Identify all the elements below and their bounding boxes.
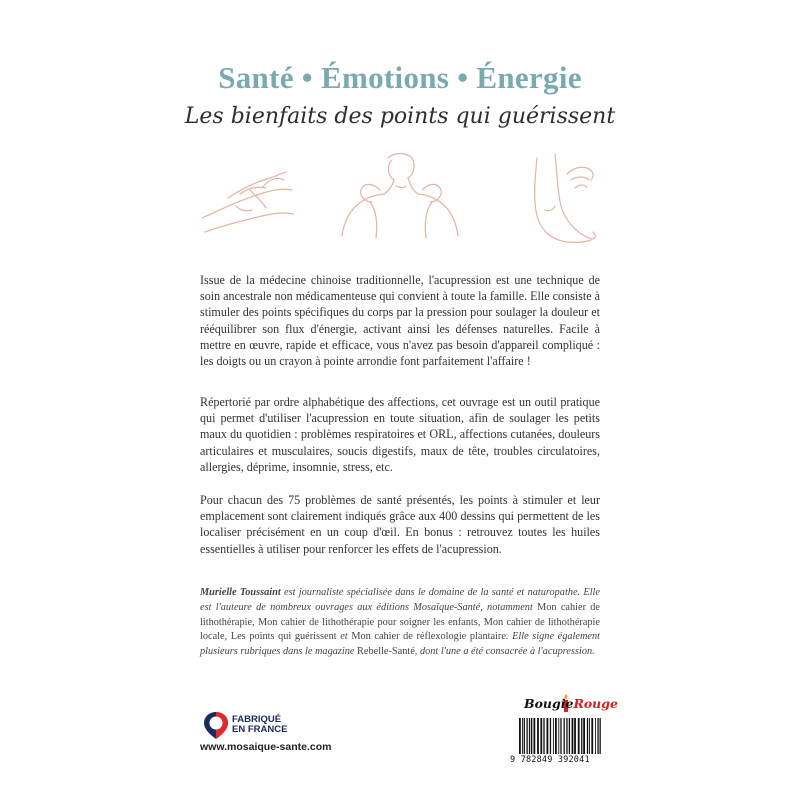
barcode-bar <box>589 718 590 754</box>
barcode-bar <box>595 718 596 754</box>
book-title: Mon cahier de lithothérapie locale <box>200 616 600 643</box>
barcode-bar <box>587 718 588 754</box>
author-name: Murielle Toussaint <box>200 587 281 598</box>
barcode-bar <box>574 718 576 754</box>
barcode-bar <box>526 718 527 754</box>
fabrique-en-france-badge <box>202 710 322 740</box>
barcode-bar <box>555 718 557 754</box>
book-title: Mon cahier de lithothérapie <box>200 601 600 628</box>
barcode-bar <box>531 718 532 754</box>
isbn-barcode <box>510 718 602 766</box>
fabrique-en-france-label: FABRIQUÉ EN FRANCE <box>232 714 288 735</box>
magazine-title: Rebelle-Santé <box>357 646 415 658</box>
cover-subtitle: Les bienfaits des points qui guérissent <box>184 104 616 129</box>
fabrique-en-france-icon <box>202 710 230 740</box>
barcode-bar <box>564 718 565 754</box>
description-paragraph-3: Pour chacun des 75 problèmes de santé présentés, les points à stimuler et leur emplacement sont clairement indiqués grâce aux 400 dessins qui permettent de les localiser précisément en un coup d'œil. En bonus : retrouvez toutes les huiles essentielles à utiliser pour renforcer les effets de l'acupression. <box>200 493 600 556</box>
barcode-bar <box>591 718 593 754</box>
barcode-bar <box>522 718 523 754</box>
isbn-number: 9 782849 392041 <box>510 755 590 765</box>
barcode-bar <box>583 718 585 754</box>
barcode-bar <box>529 718 530 754</box>
barcode <box>518 718 602 754</box>
barcode-bar <box>560 718 561 754</box>
neck-massage-illustration <box>336 150 464 245</box>
foot-massage-illustration <box>515 150 600 245</box>
barcode-bar <box>524 718 525 754</box>
book-title: Les points qui guérissent <box>230 631 337 643</box>
barcode-bar <box>537 718 539 754</box>
cover-title: Santé • Émotions • Énergie <box>218 60 582 95</box>
description-paragraph-1: Issue de la médecine chinoise traditionnelle, l'acupression est une technique de soin ancestrale non médicamenteuse qui convient à toute la famille. Elle consiste à stimuler des points spécifiques du corps par la pression pour soulager la douleur et rééquilibrer son flux d'énergie, activant ainsi les défenses naturelles. Facile à mettre en œuvre, rapide et efficace, vous n'avez pas besoin d'appareil compliqué : les doigts ou un crayon à pointe arrondie font parfaitement l'affaire ! <box>200 273 600 369</box>
barcode-bar <box>572 718 574 754</box>
barcode-bar <box>519 718 521 754</box>
barcode-bar <box>533 718 535 754</box>
barcode-bar <box>547 718 549 754</box>
barcode-bar <box>553 718 554 754</box>
barcode-bar <box>540 718 542 754</box>
author-bio: Murielle Toussaint est journaliste spécialisée dans le domaine de la santé et naturopathe. Elle est l'auteure de nombreux ouvrages aux éditions Mosaïque-Santé, notamment Mon cahier de lithothérapie, Mon cahier de lithothérapie pour soigner les enfants, Mon cahier de lithothérapie locale, Les points qui guérissent et Mon cahier de réflexologie plantaire. Elle signe également plusieurs rubriques dans le magazine Rebelle-Santé, dont l'une a été consacrée à l'acupression. <box>200 587 600 658</box>
bougie-rouge-logo: BougieRouge <box>518 692 600 720</box>
description-paragraph-2: Répertorié par ordre alphabétique des affections, cet ouvrage est un outil pratique qui permet d'utiliser l'acupression en toute situation, afin de soulager les petits maux du quotidien : problèmes respiratoires et ORL, affections cutanées, douleurs articulaires et musculaires, soucis digestifs, maux de tête, troubles circulatoires, allergies, déprime, insomnie, stress, etc. <box>200 395 600 474</box>
barcode-bar <box>569 718 570 754</box>
hand-massage-illustration <box>200 150 295 240</box>
barcode-bar <box>558 718 559 754</box>
barcode-bar <box>600 718 601 754</box>
barcode-bar <box>566 718 567 754</box>
barcode-bar <box>581 718 582 754</box>
book-title: Mon cahier de lithothérapie pour soigner les enfants <box>257 616 478 628</box>
book-title: Mon cahier de réflexologie plantaire <box>351 631 506 643</box>
publisher-website[interactable]: www.mosaique-sante.com <box>200 741 332 753</box>
barcode-bar <box>578 718 580 754</box>
barcode-bar <box>543 718 544 754</box>
barcode-bar <box>550 718 551 754</box>
barcode-bar <box>597 718 598 754</box>
